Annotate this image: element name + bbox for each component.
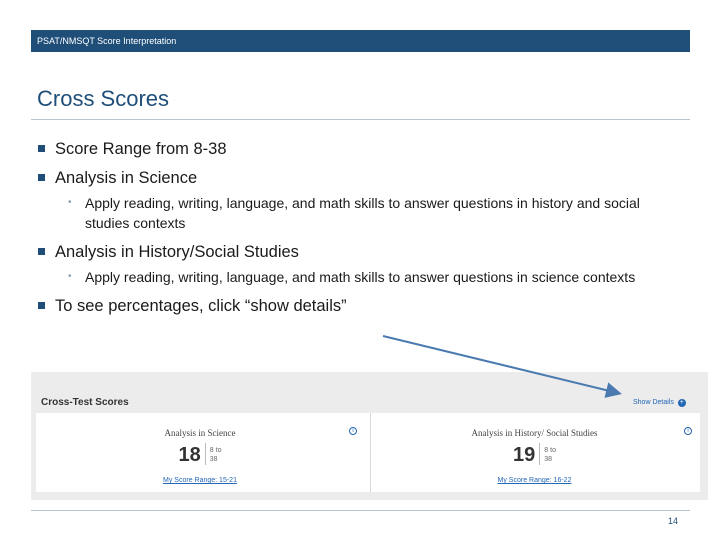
score-separator <box>539 443 540 465</box>
history-my-score-range-link[interactable]: My Score Range: 16-22 <box>497 477 572 484</box>
bullet-percentages <box>38 295 688 317</box>
sub-bullet-science <box>38 193 688 233</box>
square-bullet-icon <box>38 248 45 255</box>
info-icon[interactable]: i <box>684 427 692 435</box>
info-icon[interactable]: i <box>349 427 357 435</box>
score-separator <box>205 443 206 465</box>
slide-header-bar <box>31 30 690 52</box>
bullet-text: Analysis in Science <box>55 169 198 187</box>
sub-bullet-history <box>38 267 688 287</box>
scale-bottom: 38 <box>209 456 218 463</box>
history-panel-label: Analysis in History/ Social Studies <box>471 428 598 438</box>
slide-title: Cross Scores <box>37 86 170 111</box>
slide-header-label: PSAT/NMSQT Score Interpretation <box>37 36 177 46</box>
scale-top: 8 to <box>544 447 556 454</box>
show-details-label: Show Details <box>633 399 674 406</box>
science-panel-label: Analysis in Science <box>164 428 236 438</box>
science-my-score-range-link[interactable]: My Score Range: 15-21 <box>163 477 237 484</box>
square-bullet-icon <box>38 302 45 309</box>
score-panels <box>36 413 700 492</box>
sub-bullet-text: Apply reading, writing, language, and math skills to answer questions in history and social studies contexts <box>85 195 640 231</box>
scale-bottom: 38 <box>544 456 553 463</box>
history-score-panel <box>370 413 698 492</box>
bullet-text: Analysis in History/Social Studies <box>55 243 299 261</box>
bullet-score-range <box>38 138 688 160</box>
dot-bullet-icon: • <box>68 271 72 282</box>
footer-divider <box>31 510 690 511</box>
bullet-list <box>38 138 688 324</box>
sub-bullet-text: Apply reading, writing, language, and math skills to answer questions in science contexts <box>85 269 636 285</box>
bullet-analysis-history <box>38 241 688 263</box>
dot-bullet-icon: • <box>68 197 72 208</box>
science-score-panel <box>36 413 364 492</box>
science-score-block <box>36 443 364 467</box>
history-score-scale <box>544 446 556 464</box>
history-score-block <box>371 443 698 467</box>
show-details-link[interactable] <box>633 399 686 407</box>
scale-top: 8 to <box>209 447 222 454</box>
cross-test-scores-screenshot <box>31 372 708 500</box>
page-number: 14 <box>668 516 679 526</box>
history-score: 19 <box>513 444 536 466</box>
science-score-scale <box>210 446 222 464</box>
bullet-text: Score Range from 8-38 <box>55 140 227 158</box>
square-bullet-icon <box>38 145 45 152</box>
bullet-analysis-science <box>38 167 688 189</box>
cross-test-scores-title: Cross-Test Scores <box>41 397 129 408</box>
bullet-text: To see percentages, click “show details” <box>55 297 347 315</box>
square-bullet-icon <box>38 174 45 181</box>
title-divider <box>31 119 690 120</box>
science-score: 18 <box>178 444 201 466</box>
plus-circle-icon: + <box>679 399 684 406</box>
